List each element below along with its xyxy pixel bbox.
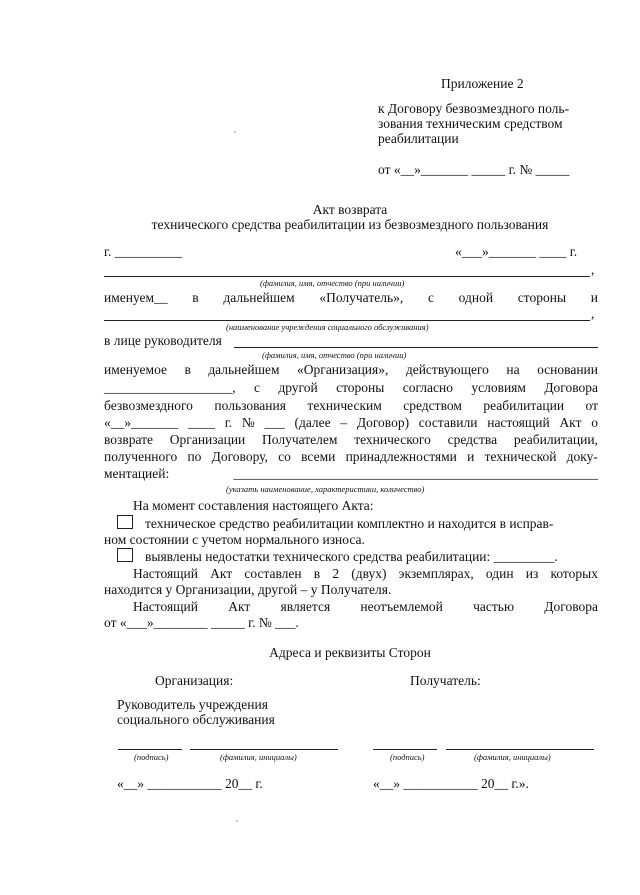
integral-line-1: Настоящий Акт является неотъемлемой частью Договора xyxy=(133,599,598,614)
option-defects-checkbox[interactable] xyxy=(117,548,133,562)
organization-name-line xyxy=(104,320,590,321)
comma: , xyxy=(591,262,595,277)
head-org-line-2: социального обслуживания xyxy=(117,712,275,727)
body-line-5: возврате Организации Получателем технического средства реабилитации, xyxy=(104,432,598,447)
appendix-label: Приложение 2 xyxy=(441,76,524,91)
appendix-date-number: от «__»_______ _____ г. № _____ xyxy=(378,162,570,177)
recipient-named-line: именуем__ в дальнейшем «Получатель», с одной стороны и xyxy=(104,290,598,305)
act-subtitle: технического средства реабилитации из безвозмездного пользования xyxy=(151,217,549,232)
organization-label: Организация: xyxy=(155,673,234,688)
act-title: Акт возврата xyxy=(312,202,388,217)
scan-speck xyxy=(236,820,238,822)
option-defects-text: выявлены недостатки технического средства реабилитации: _________. xyxy=(145,549,558,564)
caption-organization-name: (наименование учреждения социального обслуживания) xyxy=(226,322,429,332)
addresses-title: Адреса и реквизиты Сторон xyxy=(269,645,431,660)
recipient-signature-caption: (подпись) xyxy=(390,752,425,762)
copies-line-2: находится у Организации, другой – у Получателя. xyxy=(104,582,392,597)
body-line-7: ментацией: ______________________________________________________ xyxy=(104,466,598,481)
caption-spec: (указать наименование, характеристики, количество) xyxy=(226,484,425,494)
integral-line-2: от «___»________ _____ г. № ___. xyxy=(104,615,299,630)
appendix-contract-line-1: к Договору безвозмездного поль- xyxy=(378,101,570,116)
moment-text: На момент составления настоящего Акта: xyxy=(133,498,374,513)
org-date: «__» ___________ 20__ г. xyxy=(117,776,263,791)
act-date-field: «___»_______ ____ г. xyxy=(455,244,578,259)
org-signature-line xyxy=(118,749,182,750)
caption-recipient-fio: (фамилия, имя, отчество (при наличии) xyxy=(260,278,405,288)
head-label: в лице руководителя xyxy=(104,333,222,348)
body-line-4: «__»_______ ____ г. № ___ (далее – Договор) составили настоящий Акт о xyxy=(104,415,598,430)
recipient-date: «__» ___________ 20__ г.». xyxy=(373,776,529,791)
head-fio-line xyxy=(234,347,598,348)
body-line-6: полученного по Договору, со всеми принадлежностями и технической доку- xyxy=(104,449,598,464)
recipient-initials-caption: (фамилия, инициалы) xyxy=(474,752,551,762)
option-complete-text: техническое средство реабилитации комплектно и находится в исправ- xyxy=(145,516,554,531)
org-initials-caption: (фамилия, инициалы) xyxy=(220,752,297,762)
body-line-1: именуемое в дальнейшем «Организация», действующего на основании xyxy=(104,362,598,377)
body-line-2: ___________________, с другой стороны согласно условиям Договора xyxy=(104,380,598,395)
recipient-initials-line xyxy=(446,749,594,750)
option-complete-text-cont: ном состоянии с учетом нормального износа. xyxy=(104,532,365,547)
caption-head-fio: (фамилия, имя, отчество (при наличии) xyxy=(262,350,407,360)
city-field: г. __________ xyxy=(104,244,183,259)
appendix-contract-line-2: зования техническим средством xyxy=(378,116,563,131)
recipient-label: Получатель: xyxy=(410,673,481,688)
head-org-line-1: Руководитель учреждения xyxy=(117,697,268,712)
copies-line-1: Настоящий Акт составлен в 2 (двух) экземплярах, один из которых xyxy=(133,566,598,581)
body-line-3: безвозмездного пользования техническим средством реабилитации от xyxy=(104,398,598,413)
comma: , xyxy=(591,306,595,321)
recipient-signature-line xyxy=(373,749,437,750)
org-signature-caption: (подпись) xyxy=(134,752,169,762)
recipient-fio-line xyxy=(104,276,590,277)
org-initials-line xyxy=(190,749,338,750)
appendix-contract-line-3: реабилитации xyxy=(378,131,459,146)
scan-speck xyxy=(234,131,236,133)
option-complete-checkbox[interactable] xyxy=(117,515,133,529)
